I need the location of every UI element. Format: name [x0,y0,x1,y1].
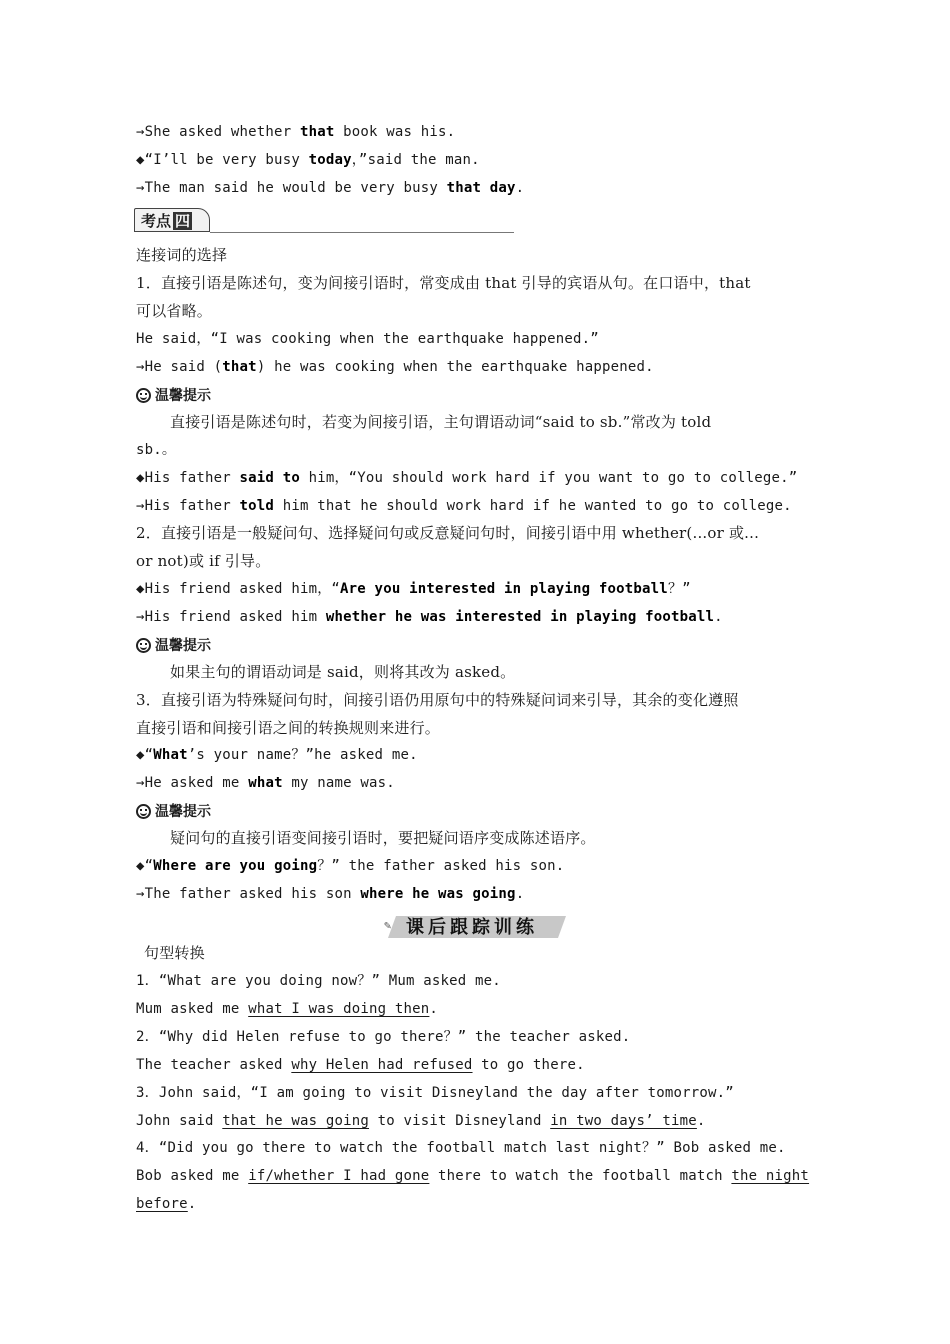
bold-text: Where are you going [153,858,318,874]
question-line: 2．“Why did Helen refuse to go there？” the teacher asked. [136,1029,631,1045]
example-line [136,178,826,198]
example-line [136,607,826,627]
tip-label: 温馨提示 [155,638,211,654]
text: there to watch the football match [429,1168,732,1184]
text: book was his. [334,124,456,140]
text: John said [136,1113,223,1129]
answer-blank: the night [731,1168,810,1184]
text: . [429,1001,439,1017]
text: him，“You should work hard if you want to go to college.” [299,470,798,486]
rule-text: or not)或 if 引导。 [136,552,271,570]
tip-label: 温馨提示 [155,804,211,820]
rule-text: 可以省略。 [136,302,213,320]
bold-text: said to [239,470,300,486]
text: →His father [136,498,240,514]
text: . [187,1196,197,1212]
text: ◆“I’ll be very busy [136,152,309,168]
section-banner [384,912,568,938]
rule-text: 1．直接引语是陈述句，变为间接引语时，常变成由 that 引导的宾语从句。在口语中，that [136,274,751,292]
text: →His friend asked him [136,609,326,625]
text: →The father asked his son [136,886,361,902]
text: ◆“ [136,858,154,874]
answer-blank: before [136,1196,188,1212]
text: →She asked whether [136,124,300,140]
exercise-title: 句型转换 [144,944,205,962]
bold-text: told [239,498,275,514]
text: ’s your name？”he asked me. [187,747,418,763]
example-line [136,884,826,904]
answer-blank: that he was going [222,1113,369,1129]
example-line [136,579,826,599]
answer-line [136,1055,826,1075]
tip-text: 直接引语是陈述句时，若变为间接引语，主句谓语动词“said to sb.”常改为 told [170,413,712,431]
example-line [136,745,826,765]
tip-header [136,802,211,822]
bold-text: what [248,775,283,791]
text: →He asked me [136,775,249,791]
smiley-icon [136,804,151,819]
text: . [515,180,525,196]
divider [210,232,514,233]
text: . [696,1113,706,1129]
point-number: 四 [175,212,191,230]
text: →The man said he would be very busy [136,180,447,196]
answer-blank: in two days’ time [550,1113,697,1129]
example-line [136,468,826,488]
answer-line [136,999,826,1019]
answer-line [136,1111,826,1131]
bold-text: whether he was interested in playing football [325,609,715,625]
smiley-icon [136,638,151,653]
text: to visit Disneyland [369,1113,551,1129]
question-line: 4．“Did you go there to watch the football match last night？” Bob asked me. [136,1140,786,1156]
bold-text: Are you interested in playing football [340,581,668,597]
bold-text: What [153,747,188,763]
bold-text: that day [446,180,516,196]
text: Bob asked me [136,1168,249,1184]
answer-blank: why Helen had refused [291,1057,473,1073]
text: to go there. [472,1057,585,1073]
pencil-icon: ✎ [384,918,392,932]
section-title: 连接词的选择 [136,246,228,264]
text: ◆His father [136,470,240,486]
text: ？” [667,581,691,597]
text: ，”said the man. [351,152,480,168]
example-line [136,150,826,170]
answer-blank: what I was doing then [248,1001,430,1017]
tip-text: 如果主句的谓语动词是 said，则将其改为 asked。 [170,663,516,681]
text: him that he should work hard if he wanted to go to college. [274,498,792,514]
answer-line [136,1194,826,1214]
point-label-box [134,208,210,232]
text: ◆“ [136,747,154,763]
example-line: He said，“I was cooking when the earthquake happened.” [136,331,599,347]
bold-text: that [299,124,335,140]
rule-text: 直接引语和间接引语之间的转换规则来进行。 [136,719,441,737]
tip-text: sb.。 [136,442,177,458]
text: . [515,886,525,902]
point-label: 考点 [141,212,172,230]
bold-text: where he was going [360,886,516,902]
bold-text: today [308,152,352,168]
tip-text: 疑问句的直接引语变间接引语时，要把疑问语序变成陈述语序。 [170,829,596,847]
text: ◆His friend asked him，“ [136,581,341,597]
text: Mum asked me [136,1001,249,1017]
text: ？” the father asked his son. [317,858,565,874]
text: The teacher asked [136,1057,292,1073]
tip-header [136,386,211,406]
tip-label: 温馨提示 [155,388,211,404]
answer-line [136,1166,826,1186]
bold-text: that [222,359,257,375]
tip-header [136,636,211,656]
example-line [136,856,826,876]
example-line [136,122,826,142]
answer-blank: if/whether I had gone [248,1168,430,1184]
text: ) he was cooking when the earthquake happened. [256,359,654,375]
example-line [136,773,826,793]
rule-text: 3．直接引语为特殊疑问句时，间接引语仍用原句中的特殊疑问词来引导，其余的变化遵照 [136,691,739,709]
text: →He said ( [136,359,223,375]
question-line: 3．John said，“I am going to visit Disneyland the day after tomorrow.” [136,1085,734,1101]
point-header [134,208,514,236]
text: my name was. [282,775,395,791]
rule-text: 2．直接引语是一般疑问句、选择疑问句或反意疑问句时，间接引语中用 whether(...or 或... [136,524,760,542]
text: . [714,609,723,625]
question-line: 1．“What are you doing now？” Mum asked me. [136,973,501,989]
example-line [136,357,826,377]
example-line [136,496,826,516]
smiley-icon [136,388,151,403]
banner-title: 课后跟踪训练 [406,917,538,938]
